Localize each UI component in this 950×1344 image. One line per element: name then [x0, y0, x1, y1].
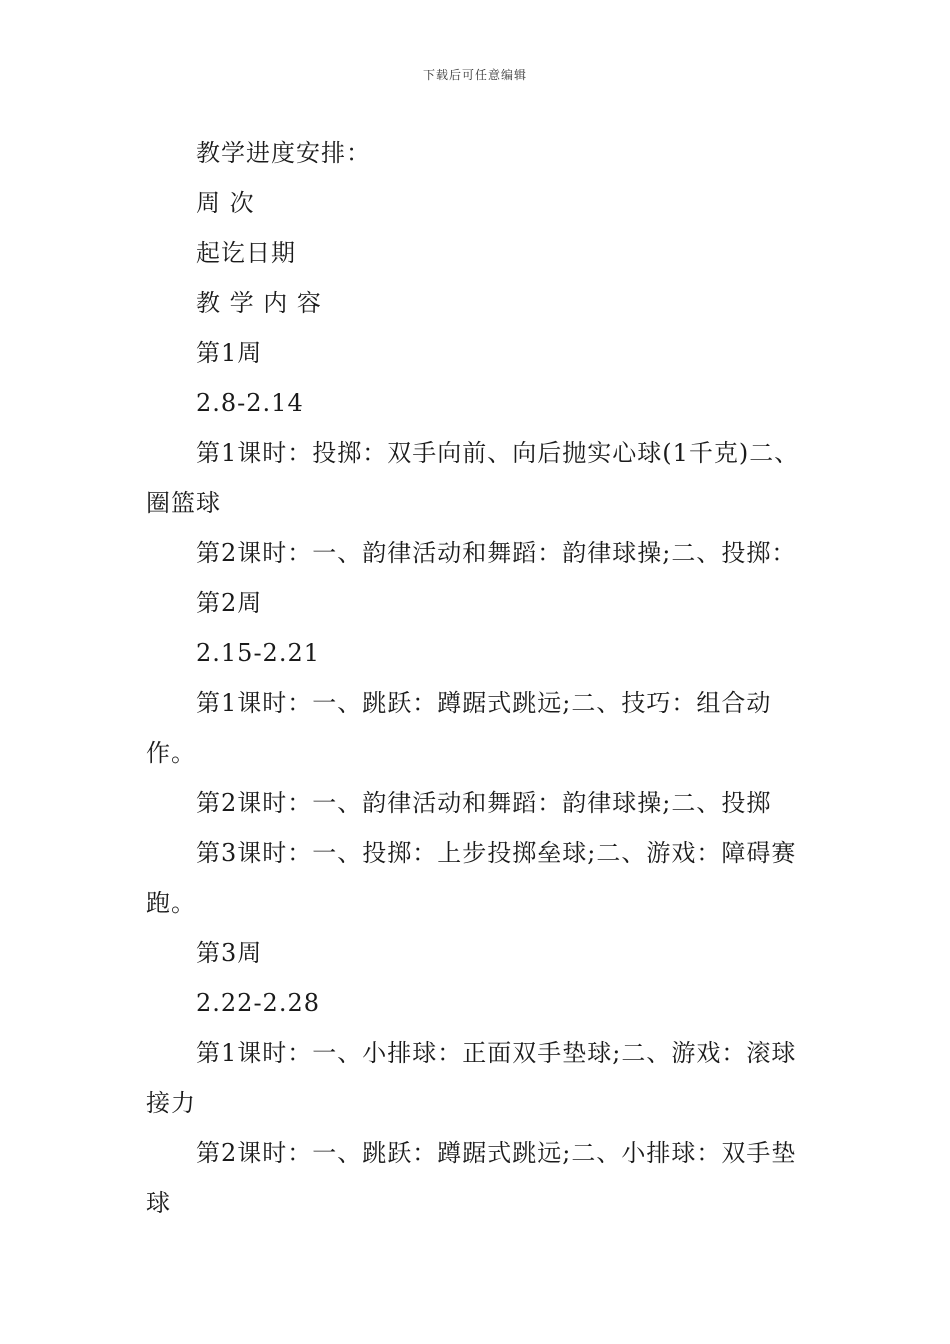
paragraph-week-2-dates: 2.15-2.21: [196, 639, 320, 667]
paragraph-week-3: 第3周: [196, 939, 263, 967]
paragraph-week-column: 周 次: [196, 189, 255, 217]
document-body: [146, 128, 816, 1228]
paragraph-week-2: 第2周: [196, 589, 263, 617]
paragraph-week-1-lesson-2: 第2课时：一、韵律活动和舞蹈：韵律球操;二、投掷：: [196, 539, 797, 567]
paragraph-schedule-heading: 教学进度安排：: [196, 139, 371, 167]
paragraph-week-2-lesson-2: 第2课时：一、韵律活动和舞蹈：韵律球操;二、投掷: [196, 789, 772, 817]
paragraph-week-2-lesson-3: 第3课时：一、投掷：上步投掷垒球;二、游戏：障碍赛跑。: [146, 839, 797, 917]
page-header: 下载后可任意编辑: [422, 68, 527, 82]
paragraph-week-3-dates: 2.22-2.28: [196, 989, 320, 1017]
paragraph-week-3-lesson-1: 第1课时：一、小排球：正面双手垫球;二、游戏：滚球接力: [146, 1039, 797, 1117]
paragraph-week-1-dates: 2.8-2.14: [196, 389, 304, 417]
paragraph-date-column: 起讫日期: [196, 239, 296, 267]
paragraph-week-2-lesson-1: 第1课时：一、跳跃：蹲踞式跳远;二、技巧：组合动作。: [146, 689, 772, 767]
paragraph-week-1: 第1周: [196, 339, 263, 367]
paragraph-week-1-lesson-1: 第1课时：投掷：双手向前、向后抛实心球(1千克)二、圈篮球: [146, 439, 800, 517]
paragraph-week-3-lesson-2: 第2课时：一、跳跃：蹲踞式跳远;二、小排球：双手垫球: [146, 1139, 797, 1217]
paragraph-content-column: 教 学 内 容: [196, 289, 322, 317]
